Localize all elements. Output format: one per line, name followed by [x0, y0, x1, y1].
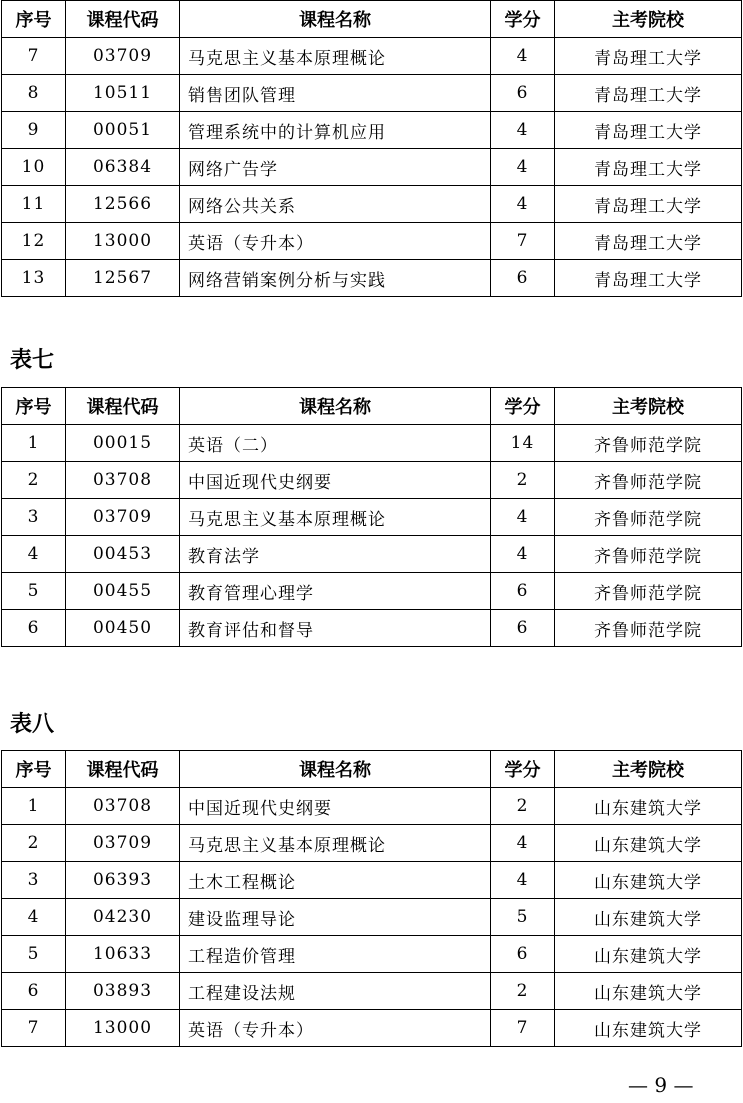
table-row — [2, 462, 742, 499]
column-header-name: 课程名称 — [180, 1, 491, 38]
table-row — [2, 936, 742, 973]
course-table-6 — [1, 0, 742, 297]
cell-name: 网络广告学 — [180, 149, 491, 186]
cell-code: 03893 — [66, 973, 180, 1010]
cell-code: 03708 — [66, 788, 180, 825]
cell-credit: 4 — [491, 38, 555, 75]
table-header-row — [2, 751, 742, 788]
table-header-row — [2, 388, 742, 425]
table-row — [2, 499, 742, 536]
cell-school: 山东建筑大学 — [555, 936, 742, 973]
table-row — [2, 573, 742, 610]
cell-name: 英语（二） — [180, 425, 491, 462]
table-row — [2, 788, 742, 825]
cell-school: 齐鲁师范学院 — [555, 462, 742, 499]
cell-credit: 4 — [491, 186, 555, 223]
cell-code: 03708 — [66, 462, 180, 499]
cell-name: 管理系统中的计算机应用 — [180, 112, 491, 149]
cell-name: 马克思主义基本原理概论 — [180, 38, 491, 75]
cell-no: 2 — [2, 825, 66, 862]
cell-code: 10633 — [66, 936, 180, 973]
table-header-row — [2, 1, 742, 38]
cell-school: 青岛理工大学 — [555, 38, 742, 75]
cell-credit: 7 — [491, 223, 555, 260]
cell-name: 教育管理心理学 — [180, 573, 491, 610]
table-row — [2, 260, 742, 297]
cell-school: 青岛理工大学 — [555, 223, 742, 260]
cell-credit: 4 — [491, 862, 555, 899]
page-number: — 9 — — [628, 1073, 694, 1097]
cell-school: 齐鲁师范学院 — [555, 499, 742, 536]
table-row — [2, 862, 742, 899]
cell-credit: 4 — [491, 536, 555, 573]
column-header-no: 序号 — [2, 388, 66, 425]
cell-code: 00015 — [66, 425, 180, 462]
cell-no: 6 — [2, 973, 66, 1010]
table-row — [2, 425, 742, 462]
cell-school: 山东建筑大学 — [555, 862, 742, 899]
cell-name: 土木工程概论 — [180, 862, 491, 899]
column-header-code: 课程代码 — [66, 388, 180, 425]
cell-code: 12567 — [66, 260, 180, 297]
cell-no: 2 — [2, 462, 66, 499]
cell-credit: 6 — [491, 610, 555, 647]
cell-no: 5 — [2, 936, 66, 973]
cell-school: 齐鲁师范学院 — [555, 425, 742, 462]
table-row — [2, 1010, 742, 1047]
column-header-school: 主考院校 — [555, 388, 742, 425]
table-row — [2, 973, 742, 1010]
table-row — [2, 75, 742, 112]
cell-no: 1 — [2, 425, 66, 462]
cell-code: 06384 — [66, 149, 180, 186]
cell-name: 马克思主义基本原理概论 — [180, 825, 491, 862]
cell-name: 网络营销案例分析与实践 — [180, 260, 491, 297]
column-header-code: 课程代码 — [66, 1, 180, 38]
column-header-school: 主考院校 — [555, 751, 742, 788]
cell-credit: 4 — [491, 112, 555, 149]
cell-name: 网络公共关系 — [180, 186, 491, 223]
table-row — [2, 223, 742, 260]
cell-code: 03709 — [66, 499, 180, 536]
cell-credit: 7 — [491, 1010, 555, 1047]
cell-name: 工程建设法规 — [180, 973, 491, 1010]
cell-name: 中国近现代史纲要 — [180, 462, 491, 499]
cell-no: 10 — [2, 149, 66, 186]
cell-name: 教育评估和督导 — [180, 610, 491, 647]
table-body — [2, 788, 742, 1047]
table-row — [2, 825, 742, 862]
cell-name: 建设监理导论 — [180, 899, 491, 936]
cell-code: 00051 — [66, 112, 180, 149]
cell-no: 8 — [2, 75, 66, 112]
cell-credit: 4 — [491, 149, 555, 186]
cell-credit: 6 — [491, 260, 555, 297]
table-row — [2, 536, 742, 573]
table-row — [2, 899, 742, 936]
column-header-no: 序号 — [2, 1, 66, 38]
cell-school: 山东建筑大学 — [555, 1010, 742, 1047]
cell-code: 00450 — [66, 610, 180, 647]
table-body — [2, 425, 742, 647]
cell-no: 9 — [2, 112, 66, 149]
table-row — [2, 186, 742, 223]
cell-name: 工程造价管理 — [180, 936, 491, 973]
column-header-no: 序号 — [2, 751, 66, 788]
cell-school: 青岛理工大学 — [555, 75, 742, 112]
cell-credit: 4 — [491, 825, 555, 862]
cell-code: 06393 — [66, 862, 180, 899]
cell-code: 13000 — [66, 223, 180, 260]
cell-no: 5 — [2, 573, 66, 610]
cell-code: 03709 — [66, 825, 180, 862]
cell-school: 齐鲁师范学院 — [555, 573, 742, 610]
table-row — [2, 149, 742, 186]
table-7-title: 表七 — [10, 347, 55, 373]
cell-code: 10511 — [66, 75, 180, 112]
cell-credit: 6 — [491, 75, 555, 112]
cell-school: 山东建筑大学 — [555, 973, 742, 1010]
column-header-credit: 学分 — [491, 1, 555, 38]
column-header-school: 主考院校 — [555, 1, 742, 38]
cell-school: 青岛理工大学 — [555, 112, 742, 149]
column-header-name: 课程名称 — [180, 388, 491, 425]
cell-no: 4 — [2, 536, 66, 573]
cell-code: 00455 — [66, 573, 180, 610]
cell-no: 12 — [2, 223, 66, 260]
cell-no: 4 — [2, 899, 66, 936]
column-header-name: 课程名称 — [180, 751, 491, 788]
cell-name: 销售团队管理 — [180, 75, 491, 112]
table-8-title: 表八 — [10, 711, 55, 737]
cell-credit: 4 — [491, 499, 555, 536]
table-row — [2, 112, 742, 149]
cell-school: 山东建筑大学 — [555, 825, 742, 862]
cell-code: 03709 — [66, 38, 180, 75]
cell-no: 11 — [2, 186, 66, 223]
course-table-7 — [1, 387, 742, 647]
cell-no: 6 — [2, 610, 66, 647]
cell-no: 7 — [2, 38, 66, 75]
cell-name: 英语（专升本） — [180, 223, 491, 260]
cell-school: 齐鲁师范学院 — [555, 610, 742, 647]
cell-school: 山东建筑大学 — [555, 788, 742, 825]
cell-no: 3 — [2, 862, 66, 899]
cell-code: 04230 — [66, 899, 180, 936]
cell-credit: 6 — [491, 573, 555, 610]
cell-credit: 2 — [491, 788, 555, 825]
cell-name: 马克思主义基本原理概论 — [180, 499, 491, 536]
cell-school: 青岛理工大学 — [555, 260, 742, 297]
cell-credit: 2 — [491, 462, 555, 499]
cell-code: 00453 — [66, 536, 180, 573]
cell-credit: 2 — [491, 973, 555, 1010]
cell-no: 1 — [2, 788, 66, 825]
table-body — [2, 38, 742, 297]
course-table-8 — [1, 750, 742, 1047]
cell-name: 教育法学 — [180, 536, 491, 573]
cell-credit: 14 — [491, 425, 555, 462]
cell-no: 3 — [2, 499, 66, 536]
cell-credit: 6 — [491, 936, 555, 973]
cell-credit: 5 — [491, 899, 555, 936]
cell-code: 12566 — [66, 186, 180, 223]
table-row — [2, 610, 742, 647]
cell-school: 青岛理工大学 — [555, 186, 742, 223]
cell-school: 山东建筑大学 — [555, 899, 742, 936]
cell-school: 青岛理工大学 — [555, 149, 742, 186]
column-header-code: 课程代码 — [66, 751, 180, 788]
cell-no: 13 — [2, 260, 66, 297]
cell-code: 13000 — [66, 1010, 180, 1047]
cell-name: 英语（专升本） — [180, 1010, 491, 1047]
cell-school: 齐鲁师范学院 — [555, 536, 742, 573]
column-header-credit: 学分 — [491, 751, 555, 788]
cell-name: 中国近现代史纲要 — [180, 788, 491, 825]
cell-no: 7 — [2, 1010, 66, 1047]
table-row — [2, 38, 742, 75]
column-header-credit: 学分 — [491, 388, 555, 425]
